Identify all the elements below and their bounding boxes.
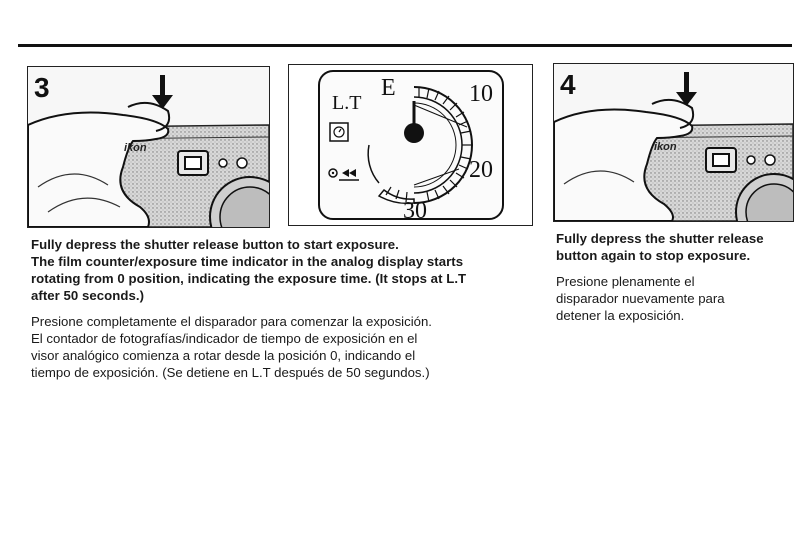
left-caption bbox=[31, 236, 536, 381]
dial-number-10: 10 bbox=[469, 81, 493, 107]
brand-logo: ikon bbox=[654, 141, 677, 153]
text-line: after 50 seconds.) bbox=[31, 288, 145, 303]
step4-illustration bbox=[553, 63, 794, 222]
text-line: disparador nuevamente para bbox=[556, 291, 725, 306]
text-line: detener la exposición. bbox=[556, 308, 685, 323]
step3-illustration bbox=[27, 66, 270, 228]
step-number: 4 bbox=[560, 69, 576, 100]
long-time-label: L.T bbox=[332, 92, 362, 114]
brand-logo: ikon bbox=[124, 142, 147, 154]
self-timer-icon bbox=[330, 123, 348, 141]
header-rule bbox=[18, 44, 792, 47]
text-line: Presione completamente el disparador para comenzar la exposición. bbox=[31, 314, 432, 329]
dial-number-20: 20 bbox=[469, 157, 493, 183]
step-number: 3 bbox=[34, 72, 50, 103]
text-line: button again to stop exposure. bbox=[556, 248, 751, 263]
dial-number-30: 30 bbox=[403, 198, 427, 224]
empty-label: E bbox=[381, 75, 396, 101]
text-line: Fully depress the shutter release bbox=[556, 231, 764, 246]
exposure-dial-illustration bbox=[288, 64, 533, 226]
text-line: tiempo de exposición. (Se detiene en L.T después de 50 segundos.) bbox=[31, 365, 430, 380]
spanish-instructions bbox=[556, 273, 801, 324]
english-instructions bbox=[31, 236, 536, 304]
text-line: Fully depress the shutter release button to start exposure. bbox=[31, 237, 399, 252]
english-instructions bbox=[556, 230, 801, 264]
text-line: rotating from 0 position, indicating the exposure time. (It stops at L.T bbox=[31, 271, 467, 286]
right-caption bbox=[556, 230, 801, 324]
text-line: The film counter/exposure time indicator in the analog display starts bbox=[31, 254, 464, 269]
text-line: visor analógico comienza a rotar desde la posición 0, indicando el bbox=[31, 348, 416, 363]
text-line: Presione plenamente el bbox=[556, 274, 695, 289]
text-line: El contador de fotografías/indicador de tiempo de exposición en el bbox=[31, 331, 418, 346]
spanish-instructions bbox=[31, 313, 536, 381]
